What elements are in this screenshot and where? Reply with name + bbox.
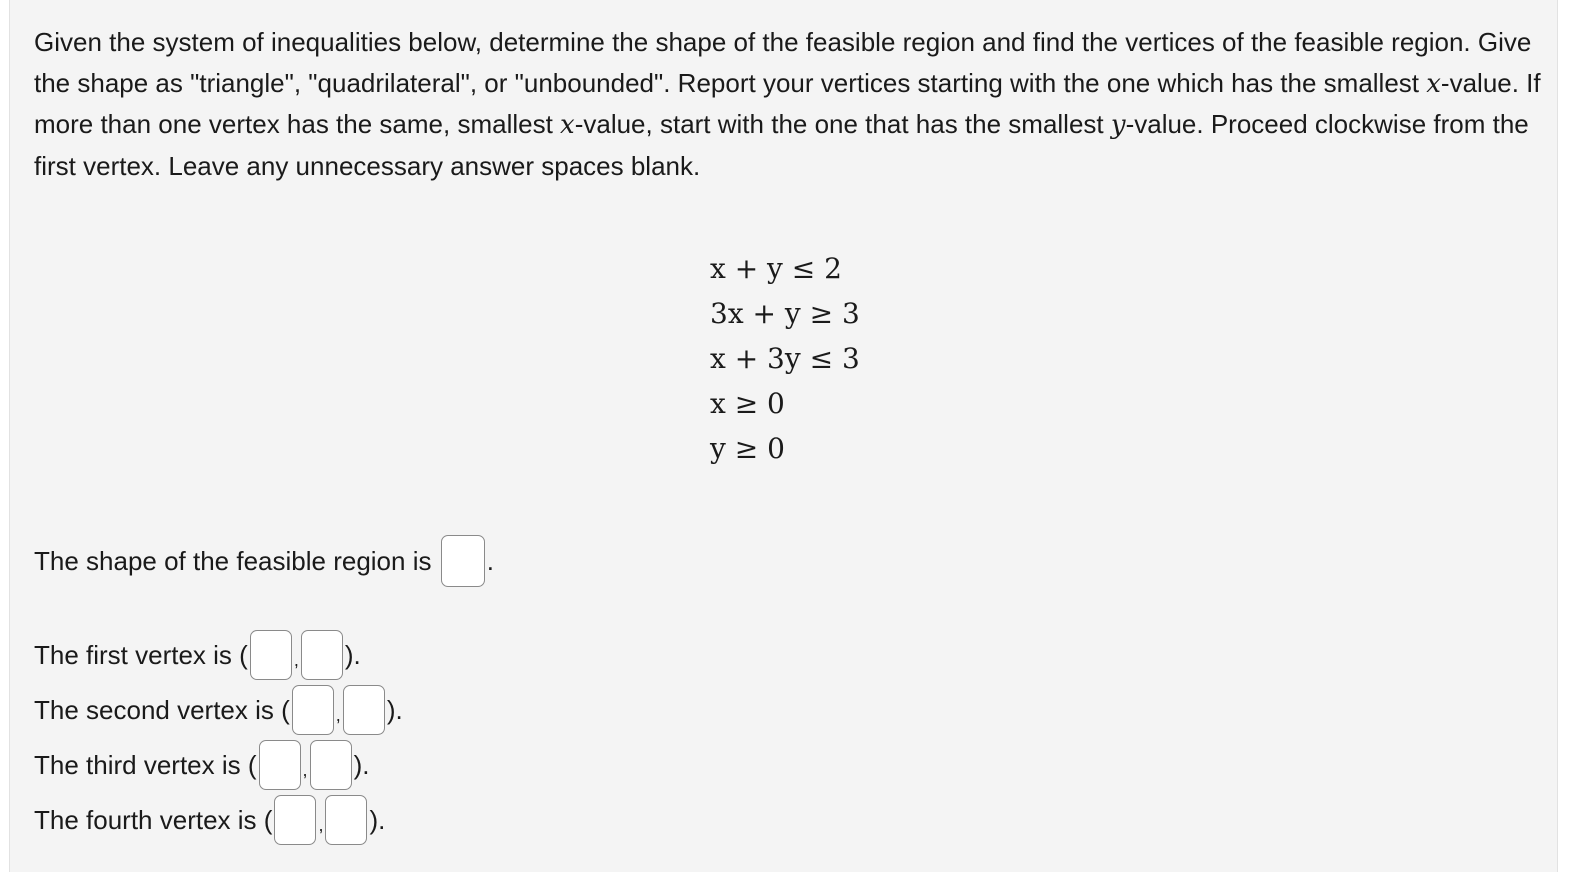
open-paren: (: [239, 639, 248, 670]
open-paren: (: [281, 694, 290, 725]
inequality-2: 3x + y ≥ 3: [710, 297, 860, 330]
vertex-4-x-input[interactable]: [274, 795, 316, 845]
comma: ,: [302, 759, 308, 780]
instructions-text-4: -value. Proceed clockwise from the first vertex. Leave any unnecessary answer spaces blank.: [34, 109, 1529, 181]
vertex-1-y-input[interactable]: [301, 630, 343, 680]
instructions-text-3: -value, start with the one that has the smallest: [574, 109, 1111, 139]
vertex-3-y-input[interactable]: [310, 740, 352, 790]
vertex-3-x-input[interactable]: [259, 740, 301, 790]
close-paren: ).: [344, 639, 361, 670]
open-paren: (: [247, 749, 257, 780]
shape-question-label: The shape of the feasible region is: [34, 545, 432, 576]
vertex-line-1: [34, 630, 361, 680]
math-var-y: y: [1110, 110, 1126, 140]
close-paren: ).: [369, 804, 386, 835]
vertex-line-3: [34, 740, 369, 790]
inequality-4: x ≥ 0: [710, 387, 785, 420]
inequality-3: x + 3y ≤ 3: [710, 342, 860, 375]
vertex-label-4: The fourth vertex is: [34, 804, 257, 835]
inequality-system: [710, 246, 860, 471]
open-paren: (: [263, 804, 273, 835]
shape-question-line: [34, 535, 494, 587]
shape-answer-input[interactable]: [441, 535, 485, 587]
inequality-1: x + y ≤ 2: [710, 252, 842, 285]
comma: ,: [318, 814, 324, 835]
math-var-x: x: [1426, 68, 1441, 99]
comma: ,: [293, 649, 299, 670]
instructions-text-2: -value. If more than one vertex has the same, smallest: [34, 67, 1541, 139]
vertex-line-2: [34, 685, 403, 735]
question-instructions: [34, 22, 1544, 186]
vertex-label-3: The third vertex is: [34, 749, 241, 780]
comma: ,: [335, 704, 341, 725]
vertex-2-y-input[interactable]: [343, 685, 385, 735]
vertex-1-x-input[interactable]: [250, 630, 292, 680]
close-paren: ).: [353, 749, 370, 780]
vertex-2-x-input[interactable]: [292, 685, 334, 735]
instructions-text-1: Given the system of inequalities below, determine the shape of the feasible region and find the vertices of the feasible region. Give the shape as "triangle", "quadrilateral", or "unbounded". Report your vertices starting with the one which has the smallest: [34, 27, 1532, 98]
inequality-5: y ≥ 0: [710, 432, 785, 465]
vertex-label-1: The first vertex is: [34, 639, 232, 670]
math-var-x: x: [560, 110, 575, 140]
vertex-label-2: The second vertex is: [34, 694, 274, 725]
close-paren: ).: [386, 694, 403, 725]
vertex-line-4: [34, 795, 385, 845]
vertex-4-y-input[interactable]: [325, 795, 367, 845]
period: .: [486, 545, 494, 576]
